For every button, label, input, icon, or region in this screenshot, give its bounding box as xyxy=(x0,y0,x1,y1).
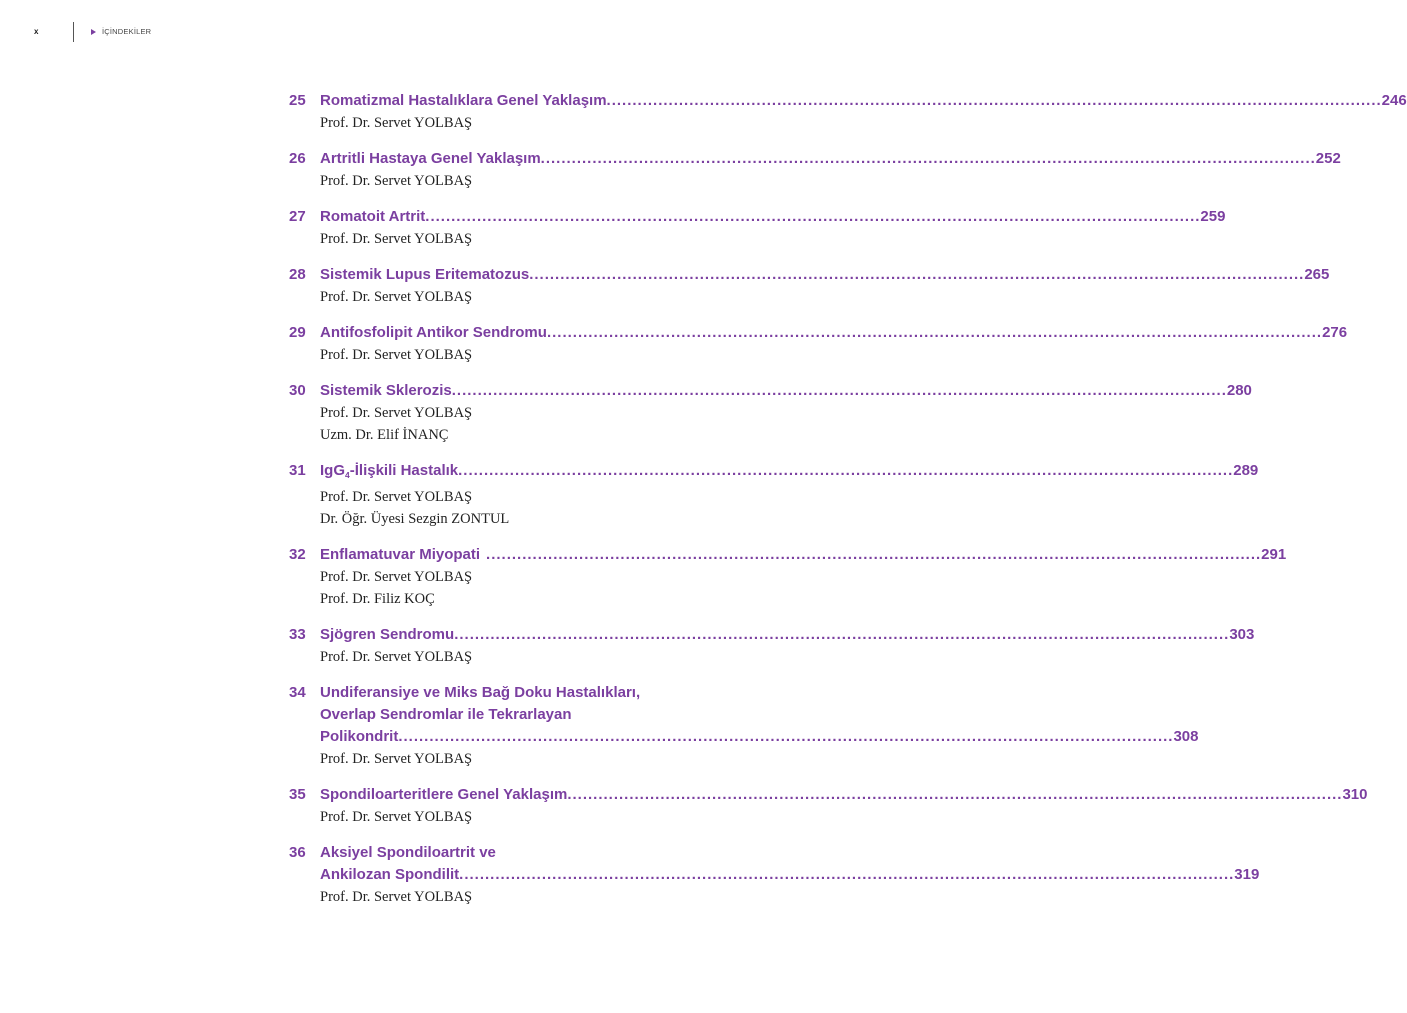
toc-entry[interactable] xyxy=(289,206,1226,250)
author: Prof. Dr. Servet YOLBAŞ xyxy=(320,347,473,363)
author: Prof. Dr. Servet YOLBAŞ xyxy=(320,889,473,905)
page-ref: 308 xyxy=(1173,728,1199,745)
title-part: IgG xyxy=(320,462,345,479)
page-ref: 265 xyxy=(1304,266,1330,283)
author: Prof. Dr. Filiz KOÇ xyxy=(320,591,435,607)
chapter-number: 34 xyxy=(289,684,306,701)
page-ref: 319 xyxy=(1234,866,1260,883)
author: Prof. Dr. Servet YOLBAŞ xyxy=(320,569,473,585)
toc-entry[interactable] xyxy=(289,90,1407,134)
dot-leader xyxy=(541,148,1316,170)
author: Prof. Dr. Servet YOLBAŞ xyxy=(320,115,473,131)
chapter-title[interactable]: Spondiloarteritlere Genel Yaklaşım xyxy=(320,786,568,803)
chapter-number: 31 xyxy=(289,462,306,479)
chapter-title[interactable]: Antifosfolipit Antikor Sendromu xyxy=(320,324,547,341)
author: Dr. Öğr. Üyesi Sezgin ZONTUL xyxy=(320,511,510,527)
chapter-number: 29 xyxy=(289,324,306,341)
dot-leader xyxy=(607,90,1382,112)
chapter-title[interactable]: Sjögren Sendromu xyxy=(320,626,455,643)
author: Uzm. Dr. Elif İNANÇ xyxy=(320,427,449,443)
author: Prof. Dr. Servet YOLBAŞ xyxy=(320,173,473,189)
chapter-title[interactable]: Romatoit Artrit xyxy=(320,208,426,225)
chapter-title[interactable]: Sistemik Sklerozis xyxy=(320,382,452,399)
page-ref: 291 xyxy=(1261,546,1287,563)
chapter-title[interactable]: Romatizmal Hastalıklara Genel Yaklaşım xyxy=(320,92,607,109)
author: Prof. Dr. Servet YOLBAŞ xyxy=(320,751,473,767)
toc-entry[interactable] xyxy=(289,624,1255,668)
chapter-number: 36 xyxy=(289,844,306,861)
dot-leader xyxy=(398,726,1173,748)
chapter-number: 28 xyxy=(289,266,306,283)
toc-entry[interactable] xyxy=(289,460,1259,530)
table-of-contents xyxy=(289,90,1407,922)
chapter-title-line[interactable]: Undiferansiye ve Miks Bağ Doku Hastalıkları, xyxy=(320,684,641,701)
dot-leader xyxy=(529,264,1304,286)
toc-entry[interactable] xyxy=(289,264,1330,308)
dot-leader xyxy=(486,544,1261,566)
toc-entry[interactable] xyxy=(289,322,1348,366)
author: Prof. Dr. Servet YOLBAŞ xyxy=(320,289,473,305)
chapter-number: 30 xyxy=(289,382,306,399)
toc-entry[interactable] xyxy=(289,682,1199,770)
chapter-number: 25 xyxy=(289,92,306,109)
page-ref: 276 xyxy=(1322,324,1348,341)
page-ref: 303 xyxy=(1229,626,1255,643)
title-part: -İlişkili Hastalık xyxy=(349,462,459,479)
toc-entry[interactable] xyxy=(289,784,1368,828)
author: Prof. Dr. Servet YOLBAŞ xyxy=(320,231,473,247)
toc-entry[interactable] xyxy=(289,842,1260,908)
chapter-title-line[interactable]: Overlap Sendromlar ile Tekrarlayan xyxy=(320,706,572,723)
dot-leader xyxy=(459,864,1234,886)
dot-leader xyxy=(425,206,1200,228)
author: Prof. Dr. Servet YOLBAŞ xyxy=(320,649,473,665)
page-ref: 310 xyxy=(1342,786,1368,803)
page-header xyxy=(0,0,797,60)
page-number: x xyxy=(34,27,39,36)
chapter-title-line[interactable]: Ankilozan Spondilit xyxy=(320,866,460,883)
chapter-title-line[interactable]: Polikondrit xyxy=(320,728,399,745)
chapter-title[interactable] xyxy=(320,460,458,486)
author: Prof. Dr. Servet YOLBAŞ xyxy=(320,489,473,505)
chapter-number: 33 xyxy=(289,626,306,643)
chapter-title-line[interactable]: Aksiyel Spondiloartrit ve xyxy=(320,844,496,861)
toc-entry[interactable] xyxy=(289,544,1287,610)
toc-entry[interactable] xyxy=(289,380,1252,446)
header-divider xyxy=(73,22,74,42)
title-subscript: 4 xyxy=(345,470,350,480)
dot-leader xyxy=(458,460,1233,482)
page-ref: 259 xyxy=(1200,208,1226,225)
toc-entry[interactable] xyxy=(289,148,1341,192)
page-ref: 246 xyxy=(1381,92,1407,109)
chapter-title[interactable]: Enflamatuvar Miyopati xyxy=(320,546,481,563)
author: Prof. Dr. Servet YOLBAŞ xyxy=(320,405,473,421)
section-title: İÇİNDEKİLER xyxy=(102,27,152,36)
chapter-number: 32 xyxy=(289,546,306,563)
dot-leader xyxy=(567,784,1342,806)
chapter-title[interactable]: Sistemik Lupus Eritematozus xyxy=(320,266,530,283)
page-ref: 289 xyxy=(1233,462,1259,479)
chapter-number: 26 xyxy=(289,150,306,167)
chapter-number: 27 xyxy=(289,208,306,225)
dot-leader xyxy=(454,624,1229,646)
dot-leader xyxy=(547,322,1322,344)
page-ref: 252 xyxy=(1315,150,1341,167)
chapter-title[interactable]: Artritli Hastaya Genel Yaklaşım xyxy=(320,150,541,167)
triangle-bullet-icon xyxy=(91,29,96,35)
page-ref: 280 xyxy=(1226,382,1252,399)
author: Prof. Dr. Servet YOLBAŞ xyxy=(320,809,473,825)
dot-leader xyxy=(452,380,1227,402)
chapter-number: 35 xyxy=(289,786,306,803)
